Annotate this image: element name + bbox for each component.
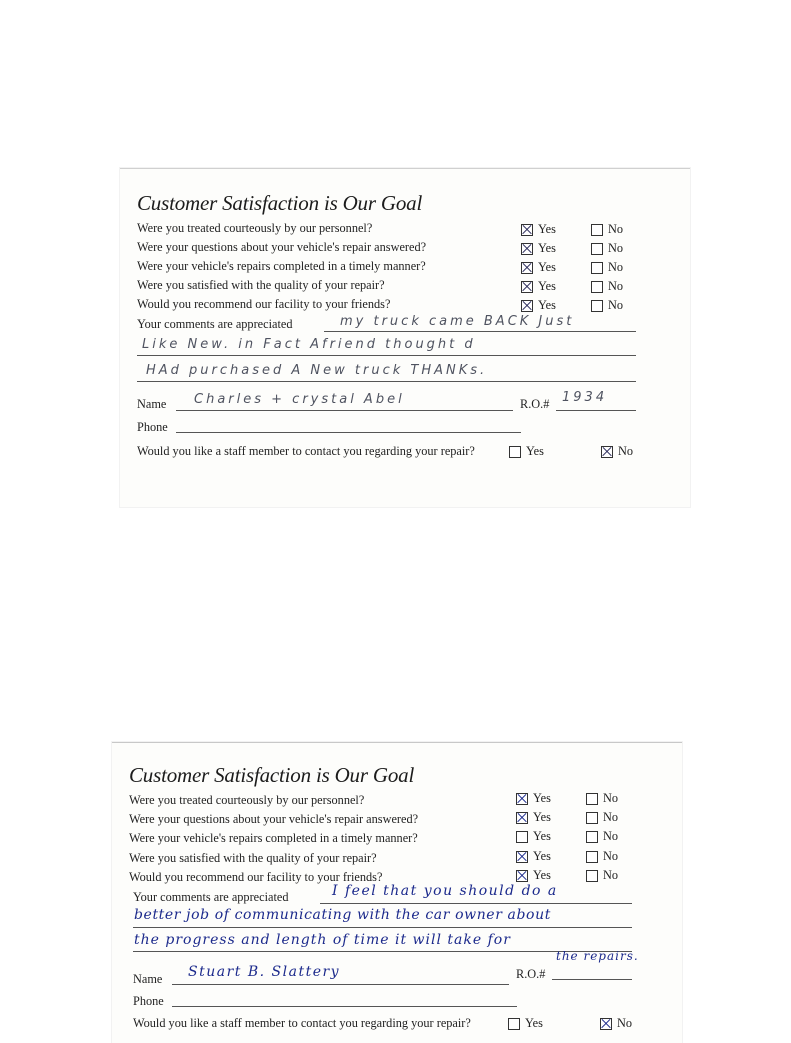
yes-option-1[interactable]: Yes — [516, 791, 551, 806]
checkbox-icon[interactable] — [586, 851, 598, 863]
checkbox-icon[interactable] — [586, 812, 598, 824]
checkbox-icon[interactable] — [591, 262, 603, 274]
checkbox-icon[interactable] — [521, 262, 533, 274]
no-option-2[interactable]: No — [586, 810, 618, 825]
contact-yes-option[interactable]: Yes — [508, 1016, 543, 1031]
checkbox-icon[interactable] — [521, 281, 533, 293]
phone-line — [176, 432, 521, 433]
no-option-5[interactable]: No — [591, 298, 623, 313]
contact-question: Would you like a staff member to contact you regarding your repair? — [137, 444, 475, 458]
phone-line — [172, 1006, 517, 1007]
ro-line — [552, 979, 632, 980]
survey-card-1 — [120, 168, 690, 507]
no-option-1[interactable]: No — [586, 791, 618, 806]
comments-label: Your comments are appreciated — [133, 890, 289, 904]
contact-yes-option[interactable]: Yes — [509, 444, 544, 459]
yes-option-4[interactable]: Yes — [521, 279, 556, 294]
question-answered: Were your questions about your vehicle's repair answered? — [129, 812, 419, 826]
question-courteous: Were you treated courteously by our personnel? — [137, 221, 373, 235]
comment-line-1 — [320, 903, 632, 904]
phone-label: Phone — [133, 994, 164, 1008]
comment-line-2 — [137, 355, 636, 356]
no-option-3[interactable]: No — [586, 829, 618, 844]
name-line — [176, 410, 513, 411]
card-title: Customer Satisfaction is Our Goal — [129, 763, 415, 787]
yes-option-2[interactable]: Yes — [516, 810, 551, 825]
card-title: Customer Satisfaction is Our Goal — [137, 191, 423, 215]
comment-line-1 — [324, 331, 636, 332]
checkbox-icon[interactable] — [516, 793, 528, 805]
checkbox-icon[interactable] — [516, 870, 528, 882]
name-value: Stuart B. Slattery — [188, 964, 341, 980]
yes-option-3[interactable]: Yes — [521, 260, 556, 275]
checkbox-icon[interactable] — [591, 243, 603, 255]
contact-question: Would you like a staff member to contact you regarding your repair? — [133, 1016, 471, 1030]
checkbox-icon[interactable] — [591, 300, 603, 312]
question-courteous: Were you treated courteously by our personnel? — [129, 793, 365, 807]
checkbox-icon[interactable] — [586, 793, 598, 805]
comment-line-3 — [137, 381, 636, 382]
question-quality: Were you satisfied with the quality of your repair? — [137, 278, 385, 292]
no-option-4[interactable]: No — [591, 279, 623, 294]
phone-label: Phone — [137, 420, 168, 434]
name-line — [172, 984, 509, 985]
no-option-1[interactable]: No — [591, 222, 623, 237]
question-recommend: Would you recommend our facility to your friends? — [137, 297, 391, 311]
yes-option-5[interactable]: Yes — [516, 868, 551, 883]
yes-option-1[interactable]: Yes — [521, 222, 556, 237]
checkbox-icon[interactable] — [601, 446, 613, 458]
question-recommend: Would you recommend our facility to your friends? — [129, 870, 383, 884]
comment-line-2 — [133, 927, 632, 928]
yes-option-5[interactable]: Yes — [521, 298, 556, 313]
ro-label: R.O.# — [516, 967, 546, 981]
comment-text-2: Like New. in Fact Afriend thought d — [142, 337, 476, 352]
yes-option-3[interactable]: Yes — [516, 829, 551, 844]
no-option-2[interactable]: No — [591, 241, 623, 256]
yes-option-2[interactable]: Yes — [521, 241, 556, 256]
survey-card-2 — [112, 742, 682, 1043]
comment-text-4: the repairs. — [556, 949, 639, 963]
comment-text-1: my truck came BACK Just — [340, 314, 575, 329]
checkbox-icon[interactable] — [516, 831, 528, 843]
contact-no-option[interactable]: No — [601, 444, 633, 459]
checkbox-icon[interactable] — [586, 870, 598, 882]
comment-text-3: the progress and length of time it will take for — [134, 932, 511, 948]
yes-option-4[interactable]: Yes — [516, 849, 551, 864]
name-value: Charles + crystal Abel — [194, 392, 405, 407]
comment-text-3: HAd purchased A New truck THANKs. — [146, 363, 488, 378]
checkbox-icon[interactable] — [521, 224, 533, 236]
comment-text-2: better job of communicating with the car owner about — [134, 907, 551, 923]
checkbox-icon[interactable] — [516, 851, 528, 863]
question-answered: Were your questions about your vehicle's repair answered? — [137, 240, 427, 254]
checkbox-icon[interactable] — [509, 446, 521, 458]
checkbox-icon[interactable] — [521, 300, 533, 312]
contact-no-option[interactable]: No — [600, 1016, 632, 1031]
ro-value: 1934 — [562, 390, 608, 405]
question-timely: Were your vehicle's repairs completed in a timely manner? — [129, 831, 418, 845]
comment-text-1: I feel that you should do a — [332, 883, 558, 899]
ro-label: R.O.# — [520, 397, 550, 411]
question-quality: Were you satisfied with the quality of your repair? — [129, 851, 377, 865]
checkbox-icon[interactable] — [591, 281, 603, 293]
name-label: Name — [133, 972, 163, 986]
checkbox-icon[interactable] — [586, 831, 598, 843]
comments-label: Your comments are appreciated — [137, 317, 293, 331]
checkbox-icon[interactable] — [521, 243, 533, 255]
no-option-5[interactable]: No — [586, 868, 618, 883]
no-option-4[interactable]: No — [586, 849, 618, 864]
question-timely: Were your vehicle's repairs completed in a timely manner? — [137, 259, 426, 273]
ro-line — [556, 410, 636, 411]
name-label: Name — [137, 397, 167, 411]
no-option-3[interactable]: No — [591, 260, 623, 275]
checkbox-icon[interactable] — [516, 812, 528, 824]
checkbox-icon[interactable] — [591, 224, 603, 236]
